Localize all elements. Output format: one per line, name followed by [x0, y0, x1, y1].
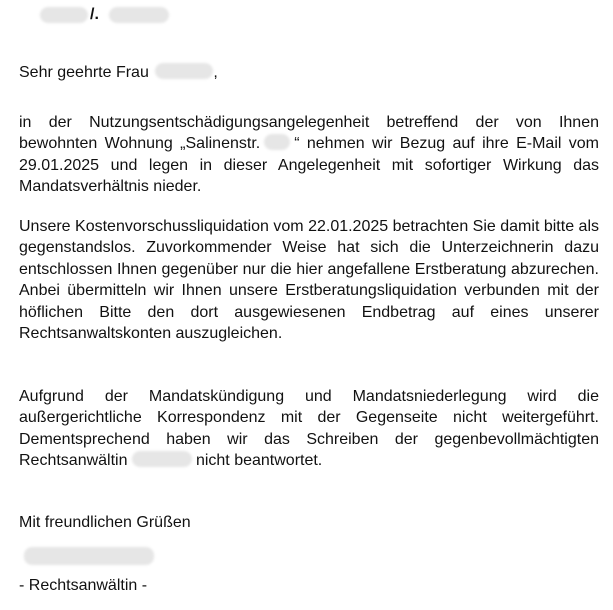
paragraph-mandate-termination [19, 112, 599, 198]
paragraph1-text-start: in der Nutzungsentschädigungsangelegenheit betreffend der von Ihnen bewohnten Wohnung „Salinenstr. [19, 114, 599, 153]
redacted-signature [24, 547, 154, 565]
salutation-comma: , [213, 64, 218, 81]
paragraph-liquidation: Unsere Kostenvorschussliquidation vom 22.01.2025 betrachten Sie damit bitte als gegenstandslos. Zuvorkommender Weise hat sich die Unterzeichnerin dazu entschlossen Ihnen gegenüber nur die hier angefallene Erstberatung abzurechen. Anbei übermitteln wir Ihnen unsere Erstberatungsliquidation verbunden mit der höflichen Bitte den dort ausgewiesenen Endbetrag auf eines unserer Rechtsanwaltskonten auszugleichen. [19, 218, 599, 343]
redacted-reference-part [109, 7, 169, 23]
redacted-reference-part [40, 7, 88, 23]
closing-greeting: Mit freundlichen Grüßen [19, 514, 191, 531]
reference-separator: /. [90, 6, 99, 23]
paragraph1-text-end: “ nehmen wir Bezug auf ihre E-Mail vom 29.01.2025 und legen in dieser Angelegenheit mit sofortiger Wirkung das Mandatsverhältnis nieder. [19, 135, 599, 196]
salutation [19, 62, 599, 83]
redacted-house-number [264, 134, 290, 150]
salutation-text: Sehr geehrte Frau [19, 64, 149, 81]
paragraph3-text-start: Aufgrund der Mandatskündigung und Mandatsniederlegung wird die außergerichtliche Korrespondenz mit der Gegenseite nicht weitergeführt. Dementsprechend haben wir das Schreiben der gegenbevollmächtigten Rechtsanwältin [19, 388, 599, 470]
paragraph-correspondence [19, 386, 599, 472]
redacted-recipient-name [155, 63, 213, 79]
reference-line [40, 4, 169, 26]
signature-title: - Rechtsanwältin - [19, 577, 148, 594]
redacted-lawyer-name [132, 451, 192, 467]
paragraph3-text-end: nicht beantwortet. [195, 452, 323, 470]
